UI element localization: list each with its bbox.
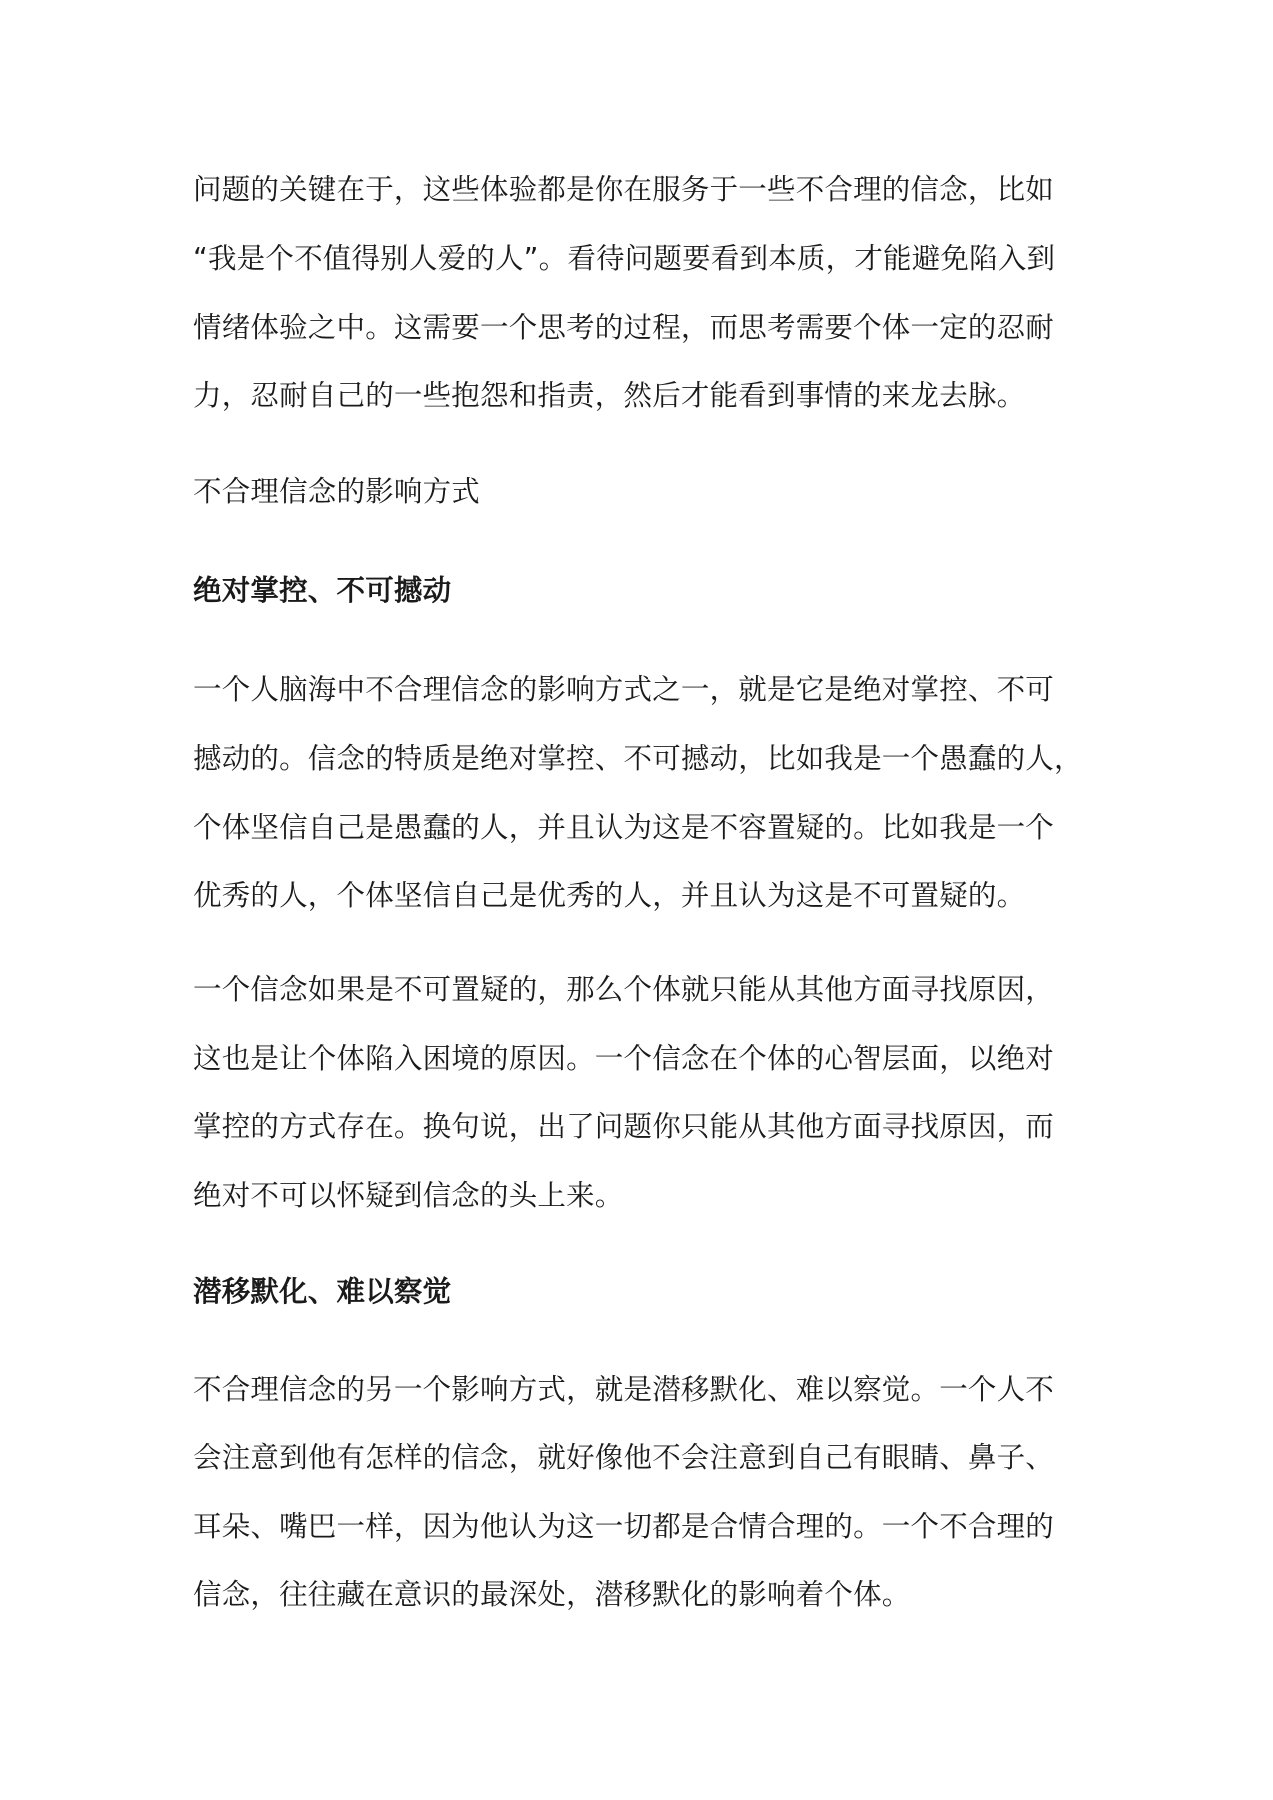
paragraph-line: 信念，往往藏在意识的最深处，潜移默化的影响着个体。: [193, 1578, 911, 1611]
paragraph-line: 会注意到他有怎样的信念，就好像他不会注意到自己有眼睛、鼻子、: [193, 1441, 1055, 1474]
paragraph-line: 个体坚信自己是愚蠢的人，并且认为这是不容置疑的。比如我是一个: [193, 811, 1055, 844]
paragraph-line: 优秀的人，个体坚信自己是优秀的人，并且认为这是不可置疑的。: [193, 879, 1026, 912]
paragraph-line: 问题的关键在于，这些体验都是你在服务于一些不合理的信念，比如: [193, 173, 1055, 206]
paragraph-line: “我是个不值得别人爱的人”。看待问题要看到本质，才能避免陷入到: [193, 242, 1056, 275]
subsection-heading: 绝对掌控、不可撼动: [193, 574, 452, 607]
paragraph-line: 这也是让个体陷入困境的原因。一个信念在个体的心智层面，以绝对: [193, 1042, 1055, 1075]
paragraph-line: 掌控的方式存在。换句说，出了问题你只能从其他方面寻找原因，而: [193, 1110, 1055, 1143]
section-heading: 不合理信念的影响方式: [193, 475, 481, 508]
paragraph-line: 撼动的。信念的特质是绝对掌控、不可撼动，比如我是一个愚蠢的人，: [193, 742, 1083, 775]
paragraph-line: 耳朵、嘴巴一样，因为他认为这一切都是合情合理的。一个不合理的: [193, 1510, 1055, 1543]
paragraph-line: 一个人脑海中不合理信念的影响方式之一，就是它是绝对掌控、不可: [193, 673, 1055, 706]
subsection-heading: 潜移默化、难以察觉: [193, 1275, 452, 1308]
paragraph-line: 不合理信念的另一个影响方式，就是潜移默化、难以察觉。一个人不: [193, 1373, 1055, 1406]
paragraph-line: 情绪体验之中。这需要一个思考的过程，而思考需要个体一定的忍耐: [193, 311, 1055, 344]
paragraph-line: 力，忍耐自己的一些抱怨和指责，然后才能看到事情的来龙去脉。: [193, 379, 1026, 412]
paragraph-line: 一个信念如果是不可置疑的，那么个体就只能从其他方面寻找原因，: [193, 973, 1055, 1006]
paragraph-line: 绝对不可以怀疑到信念的头上来。: [193, 1179, 624, 1212]
